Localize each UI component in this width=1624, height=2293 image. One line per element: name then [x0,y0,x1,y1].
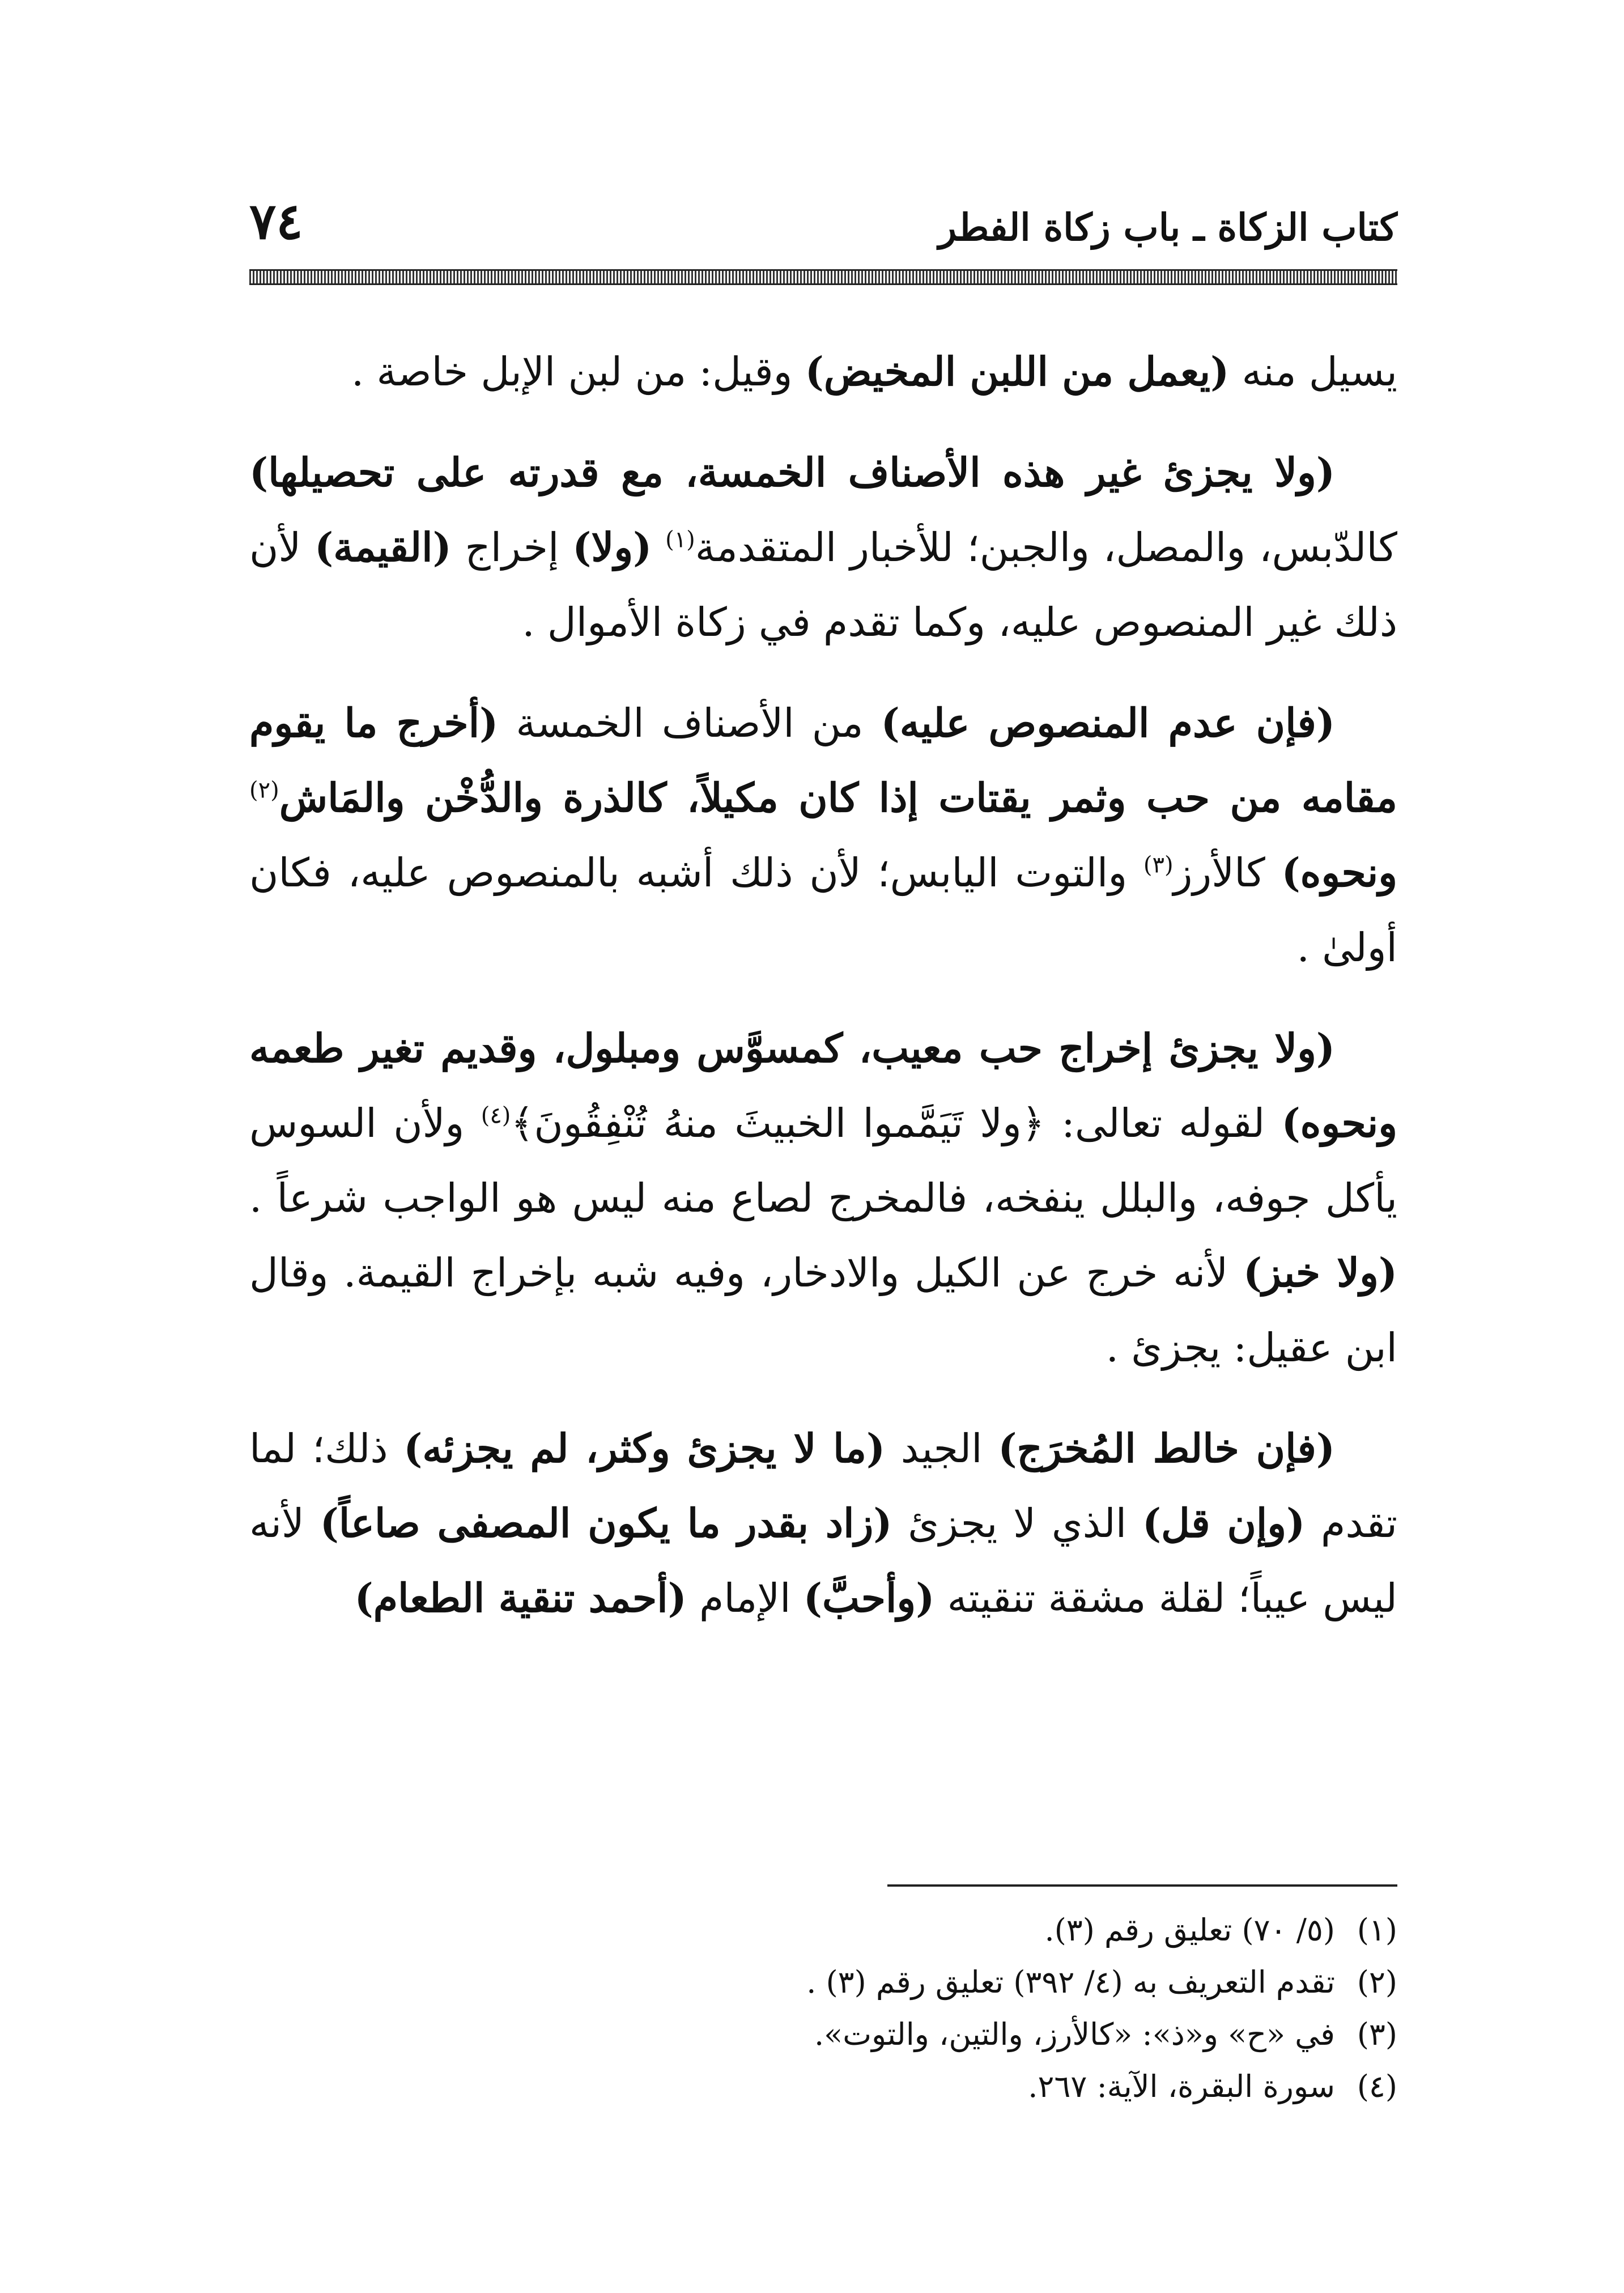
running-header [249,187,1397,255]
footnote [249,1956,1397,2009]
footnote-number: (٢) [1357,1964,1397,2000]
text-run: إخراج [451,524,573,571]
text-run: ذلك؛ لما تقدم [249,1425,1397,1547]
footnote-number: (١) [1357,1912,1397,1948]
paragraph [249,1011,1397,1385]
bold-text: (فإن عدم المنصوص عليه) [881,699,1335,746]
text-run: لأنه ليس عيباً؛ لقلة مشقة تنقيته [249,1500,1397,1621]
footnotes [249,1904,1397,2113]
footnote-text: في «ح» و«ذ»: «كالأرز، والتين، والتوت». [814,2016,1335,2052]
text-run: الجيد [885,1425,998,1472]
bold-text: (وإن قل) [1142,1500,1306,1547]
header-title: كتاب الزكاة ـ باب زكاة الفطر [938,205,1397,249]
text-run: لقوله تعالى: ﴿ولا تَيَمَّموا الخبيثَ منهُ تُنْفِقُونَ﴾ [511,1100,1282,1146]
paragraph [249,435,1397,660]
bold-text: (ولا يجزئ إخراج حب معيب، كمسوَّس ومبلول، وقديم تغير طعمه ونحوه) [249,1025,1397,1146]
text-run: ولأن السوس يأكل جوفه، والبلل ينفخه، فالمخرج لصاع منه ليس هو الواجب شرعاً . [249,1100,1398,1221]
footnote-number: (٣) [1357,2016,1397,2052]
text-run: كالأرز [1173,850,1282,896]
text-run: كالدّبس، والمصل، والجبن؛ للأخبار المتقدمة [695,524,1397,571]
footnote-text: سورة البقرة، الآية: ٢٦٧. [1028,2069,1335,2104]
bold-text: (ما لا يجزئ وكثر، لم يجزئه) [403,1425,886,1472]
bold-text: ونحوه) [1281,849,1397,896]
text-run [652,524,665,571]
footnote-ref: (٣) [1143,852,1174,878]
paragraph [249,686,1397,985]
footnote-number: (٤) [1357,2069,1397,2104]
text-run: لأن ذلك غير المنصوص عليه، وكما تقدم في زكاة الأموال . [249,524,1397,646]
bold-text: (يعمل من اللبن المخيض) [805,348,1230,395]
bold-text: (أخرج ما يقوم مقامه من حب وثمر يقتات إذا كان مكيلاً، كالذرة والدُّخْن والمَاش [249,699,1397,821]
bold-text: (وأحبَّ) [803,1574,935,1621]
header-rule [249,269,1397,285]
footnote-text: (٥/ ٧٠) تعليق رقم (٣). [1044,1912,1335,1948]
bold-text: (زاد بقدر ما يكون المصفى صاعاً) [320,1500,892,1547]
footnote-ref: (٤) [481,1102,511,1129]
text-run: لأنه خرج عن الكيل والادخار، وفيه شبه بإخراج القيمة. وقال ابن عقيل: يجزئ . [249,1250,1397,1371]
bold-text: (ولا خبز) [1243,1249,1397,1296]
footnote [249,2061,1397,2113]
bold-text: (ولا يجزئ غير هذه الأصناف الخمسة، مع قدرته على تحصيلها) [249,449,1335,496]
page-number: ٧٤ [249,192,303,250]
paragraph [249,334,1397,409]
text-run: الإمام [686,1575,804,1621]
footnote [249,2009,1397,2061]
paragraph [249,1411,1397,1636]
text-run: الذي لا يجزئ [892,1500,1142,1547]
footnote-ref: (١) [665,526,695,553]
text-run: من الأصناف الخمسة [498,700,881,746]
text-run: والتوت اليابس؛ لأن ذلك أشبه بالمنصوص عليه، فكان أولىٰ . [249,850,1397,971]
main-text [249,334,1397,1662]
footnote-separator [887,1884,1397,1887]
footnote-text: تقدم التعريف به (٤/ ٣٩٢) تعليق رقم (٣) . [806,1964,1335,2000]
footnote [249,1904,1397,1956]
text-run: وقيل: من لبن الإبل خاصة . [351,349,805,395]
bold-text: (القيمة) [314,524,452,571]
text-run: يسيل منه [1229,349,1397,395]
bold-text: (أحمد تنقية الطعام) [354,1574,687,1621]
bold-text: (ولا) [572,524,652,571]
footnote-ref: (٢) [249,777,279,804]
bold-text: (فإن خالط المُخرَج) [998,1425,1335,1472]
